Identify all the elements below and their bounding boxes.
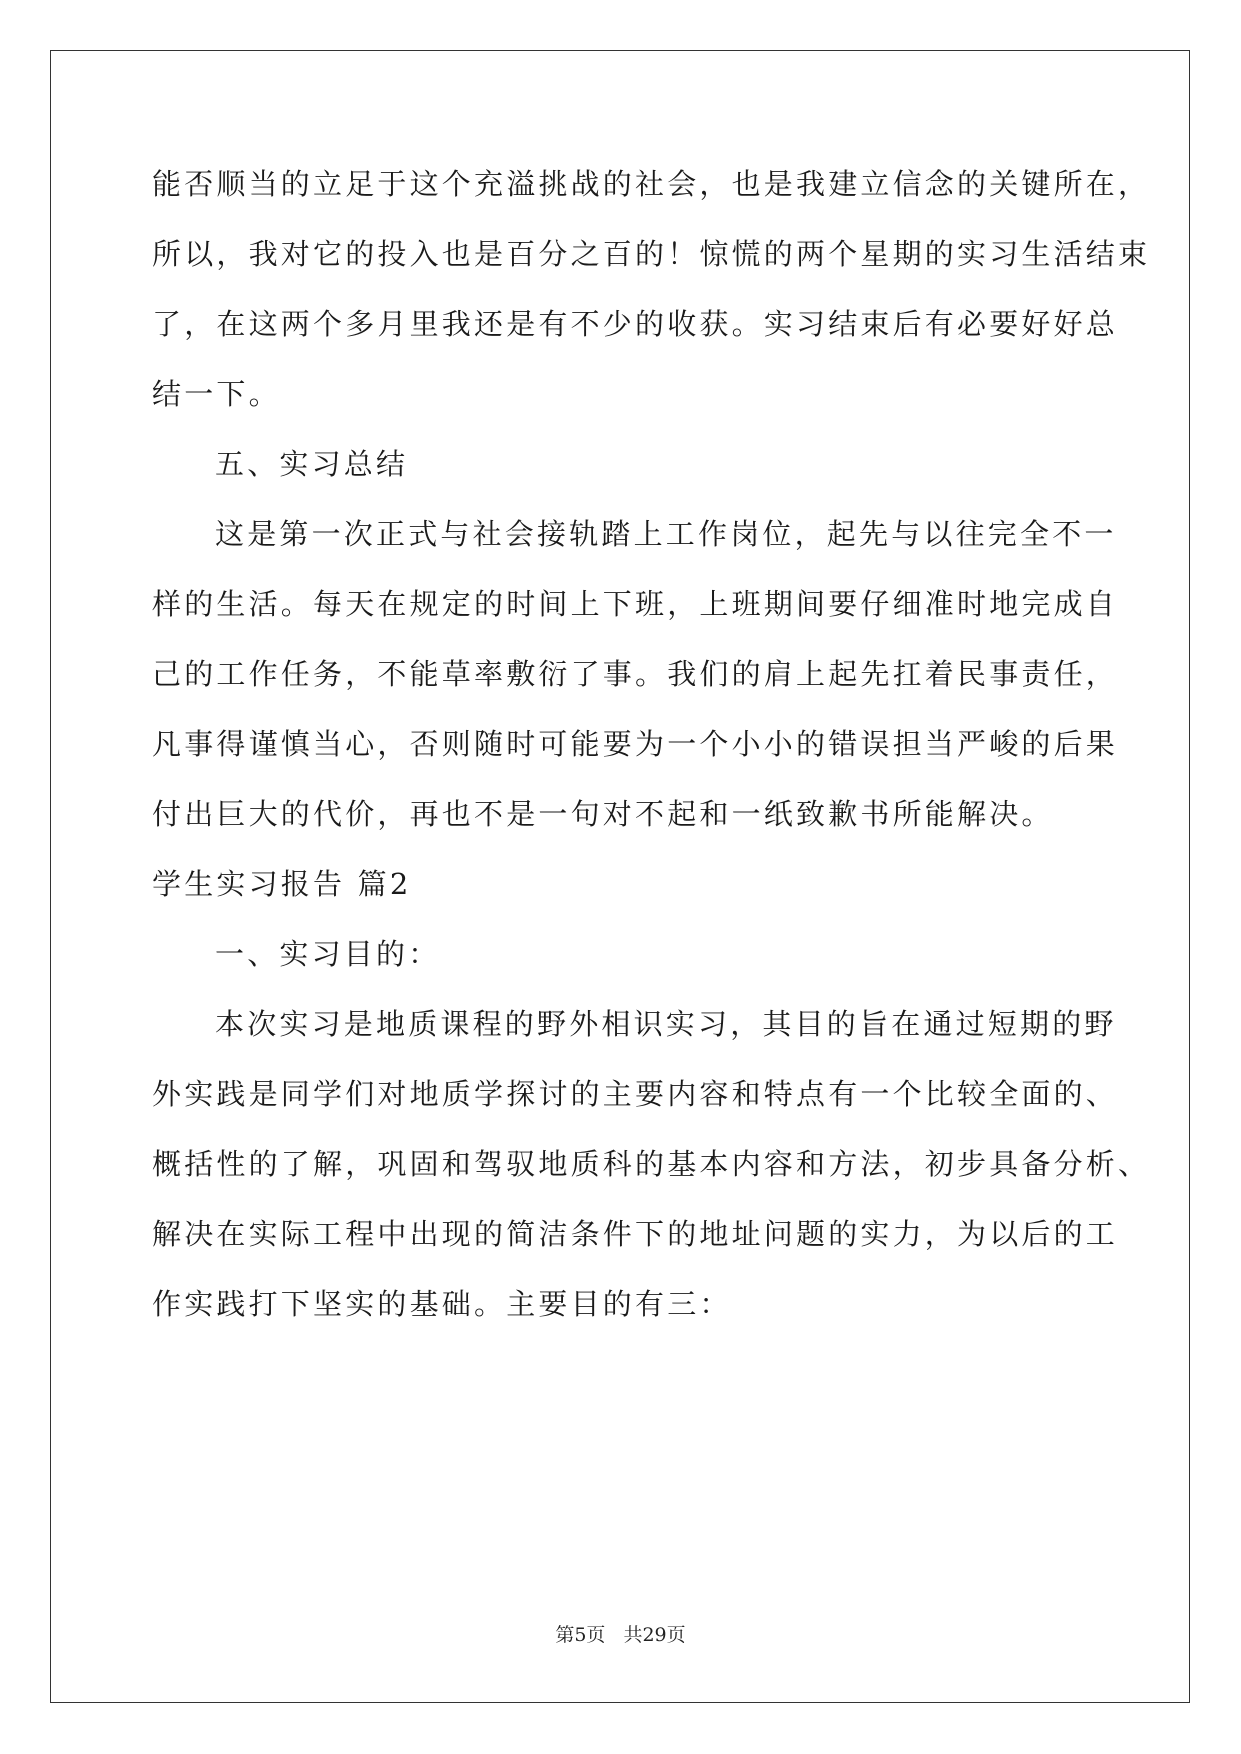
text-line: 概括性的了解，巩固和驾驭地质科的基本内容和方法，初步具备分析、 (152, 1147, 1151, 1181)
text-line: 作实践打下坚实的基础。主要目的有三： (152, 1287, 732, 1321)
page-footer (0, 1620, 1241, 1647)
text-line: 能否顺当的立足于这个充溢挑战的社会，也是我建立信念的关键所在， (152, 167, 1151, 201)
text-line: 这是第一次正式与社会接轨踏上工作岗位，起先与以往完全不一 (215, 517, 1117, 551)
section-heading: 一、实习目的： (215, 937, 441, 971)
document-title: 学生实习报告 篇2 (152, 867, 412, 901)
page-total: 共29页 (623, 1624, 686, 1646)
section-heading: 五、实习总结 (215, 447, 409, 481)
text-line: 样的生活。每天在规定的时间上下班，上班期间要仔细准时地完成自 (152, 587, 1119, 621)
text-line: 外实践是同学们对地质学探讨的主要内容和特点有一个比较全面的、 (152, 1077, 1119, 1111)
text-line: 所以，我对它的投入也是百分之百的！惊慌的两个星期的实习生活结束 (152, 237, 1151, 271)
text-line: 解决在实际工程中出现的简洁条件下的地址问题的实力，为以后的工 (152, 1217, 1119, 1251)
text-line: 本次实习是地质课程的野外相识实习，其目的旨在通过短期的野 (215, 1007, 1117, 1041)
text-line: 己的工作任务，不能草率敷衍了事。我们的肩上起先扛着民事责任， (152, 657, 1119, 691)
text-line: 凡事得谨慎当心，否则随时可能要为一个小小的错误担当严峻的后果 (152, 727, 1119, 761)
text-line: 了，在这两个多月里我还是有不少的收获。实习结束后有必要好好总 (152, 307, 1119, 341)
page-number: 第5页 (555, 1624, 606, 1646)
text-line: 结一下。 (152, 377, 281, 411)
text-line: 付出巨大的代价，再也不是一句对不起和一纸致歉书所能解决。 (152, 797, 1054, 831)
